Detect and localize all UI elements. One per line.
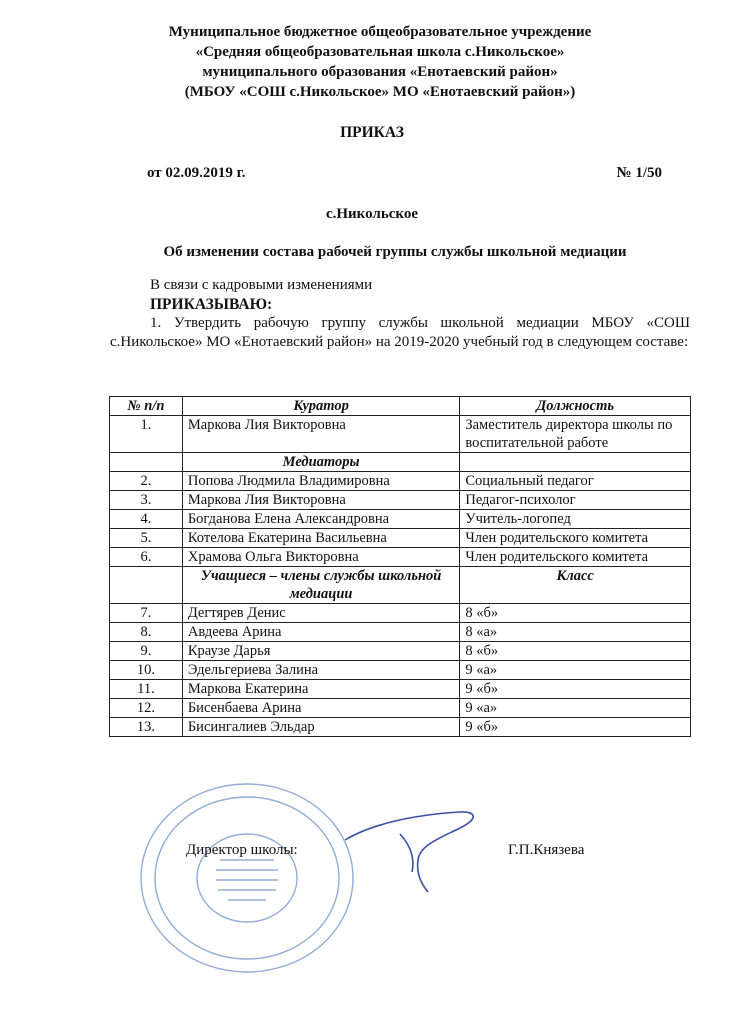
row-num: 13. [110, 718, 183, 737]
row-position: Педагог-психолог [460, 491, 691, 510]
mediators-label: Медиаторы [182, 453, 459, 472]
row-name: Авдеева Арина [182, 623, 459, 642]
header-curator: Куратор [182, 397, 459, 416]
row-num: 7. [110, 604, 183, 623]
table-row [110, 529, 691, 548]
header-line-1: Муниципальное бюджетное общеобразовательное учреждение [168, 24, 592, 40]
header-num: № п/п [110, 397, 183, 416]
order-date: от 02.09.2019 г. [147, 165, 246, 181]
order-place: с.Никольское [325, 206, 419, 222]
table-row [110, 623, 691, 642]
students-label: Учащиеся – члены службы школьной медиации [182, 567, 459, 604]
row-name: Дегтярев Денис [182, 604, 459, 623]
row-num: 8. [110, 623, 183, 642]
row-position: Социальный педагог [460, 472, 691, 491]
row-num: 3. [110, 491, 183, 510]
order-title: ПРИКАЗ [340, 124, 404, 141]
row-class: 9 «б» [460, 718, 691, 737]
row-class: 8 «б» [460, 642, 691, 661]
row-num: 2. [110, 472, 183, 491]
row-name: Бисенбаева Арина [182, 699, 459, 718]
table-row [110, 642, 691, 661]
table-row [110, 548, 691, 567]
order-verb: ПРИКАЗЫВАЮ: [150, 296, 273, 313]
table-header-row [110, 397, 691, 416]
row-name: Богданова Елена Александровна [182, 510, 459, 529]
section-row-mediators [110, 453, 691, 472]
header-line-3: муниципального образования «Енотаевский район» [202, 64, 558, 80]
working-group-table [109, 396, 691, 737]
row-num: 9. [110, 642, 183, 661]
row-num: 10. [110, 661, 183, 680]
class-label: Класс [460, 567, 691, 604]
row-name: Эдельгериева Залина [182, 661, 459, 680]
table-row [110, 491, 691, 510]
row-num: 6. [110, 548, 183, 567]
table-row [110, 472, 691, 491]
row-name: Храмова Ольга Викторовна [182, 548, 459, 567]
row-num: 12. [110, 699, 183, 718]
row-position: Член родительского комитета [460, 529, 691, 548]
order-reason: В связи с кадровыми изменениями [150, 277, 373, 293]
empty-cell [110, 453, 183, 472]
handwritten-signature [340, 800, 490, 900]
row-name: Маркова Лия Викторовна [182, 491, 459, 510]
row-class: 8 «б» [460, 604, 691, 623]
clause-1: 1. Утвердить рабочую группу службы школьной медиации МБОУ «СОШ с.Никольское» МО «Енотаевский район» на 2019-2020 учебный год в следующем составе: [110, 315, 690, 350]
table-row [110, 699, 691, 718]
table-row [110, 510, 691, 529]
header-line-4: (МБОУ «СОШ с.Никольское» МО «Енотаевский район») [184, 84, 576, 100]
row-name: Краузе Дарья [182, 642, 459, 661]
order-body [110, 276, 690, 352]
institution-header [100, 22, 660, 102]
row-num: 11. [110, 680, 183, 699]
order-number: № 1/50 [616, 165, 662, 181]
row-name: Бисингалиев Эльдар [182, 718, 459, 737]
table-row [110, 661, 691, 680]
row-num: 5. [110, 529, 183, 548]
table-row [110, 718, 691, 737]
header-line-2: «Средняя общеобразовательная школа с.Никольское» [195, 44, 565, 60]
row-class: 9 «а» [460, 699, 691, 718]
official-stamp [132, 778, 362, 978]
row-name: Попова Людмила Владимировна [182, 472, 459, 491]
row-name: Маркова Екатерина [182, 680, 459, 699]
row-class: 9 «а» [460, 661, 691, 680]
row-class: 9 «б» [460, 680, 691, 699]
row-num: 1. [110, 416, 183, 453]
row-name: Маркова Лия Викторовна [182, 416, 459, 453]
header-position: Должность [460, 397, 691, 416]
row-position: Заместитель директора школы по воспитательной работе [460, 416, 691, 453]
row-name: Котелова Екатерина Васильевна [182, 529, 459, 548]
order-subject: Об изменении состава рабочей группы службы школьной медиации [163, 244, 627, 260]
row-position: Член родительского комитета [460, 548, 691, 567]
row-position: Учитель-логопед [460, 510, 691, 529]
empty-cell [110, 567, 183, 604]
row-class: 8 «а» [460, 623, 691, 642]
table-row [110, 680, 691, 699]
empty-cell [460, 453, 691, 472]
signature-role: Директор школы: [186, 842, 298, 858]
section-row-students [110, 567, 691, 604]
table-row [110, 416, 691, 453]
signer-name: Г.П.Князева [508, 842, 585, 858]
row-num: 4. [110, 510, 183, 529]
table-row [110, 604, 691, 623]
